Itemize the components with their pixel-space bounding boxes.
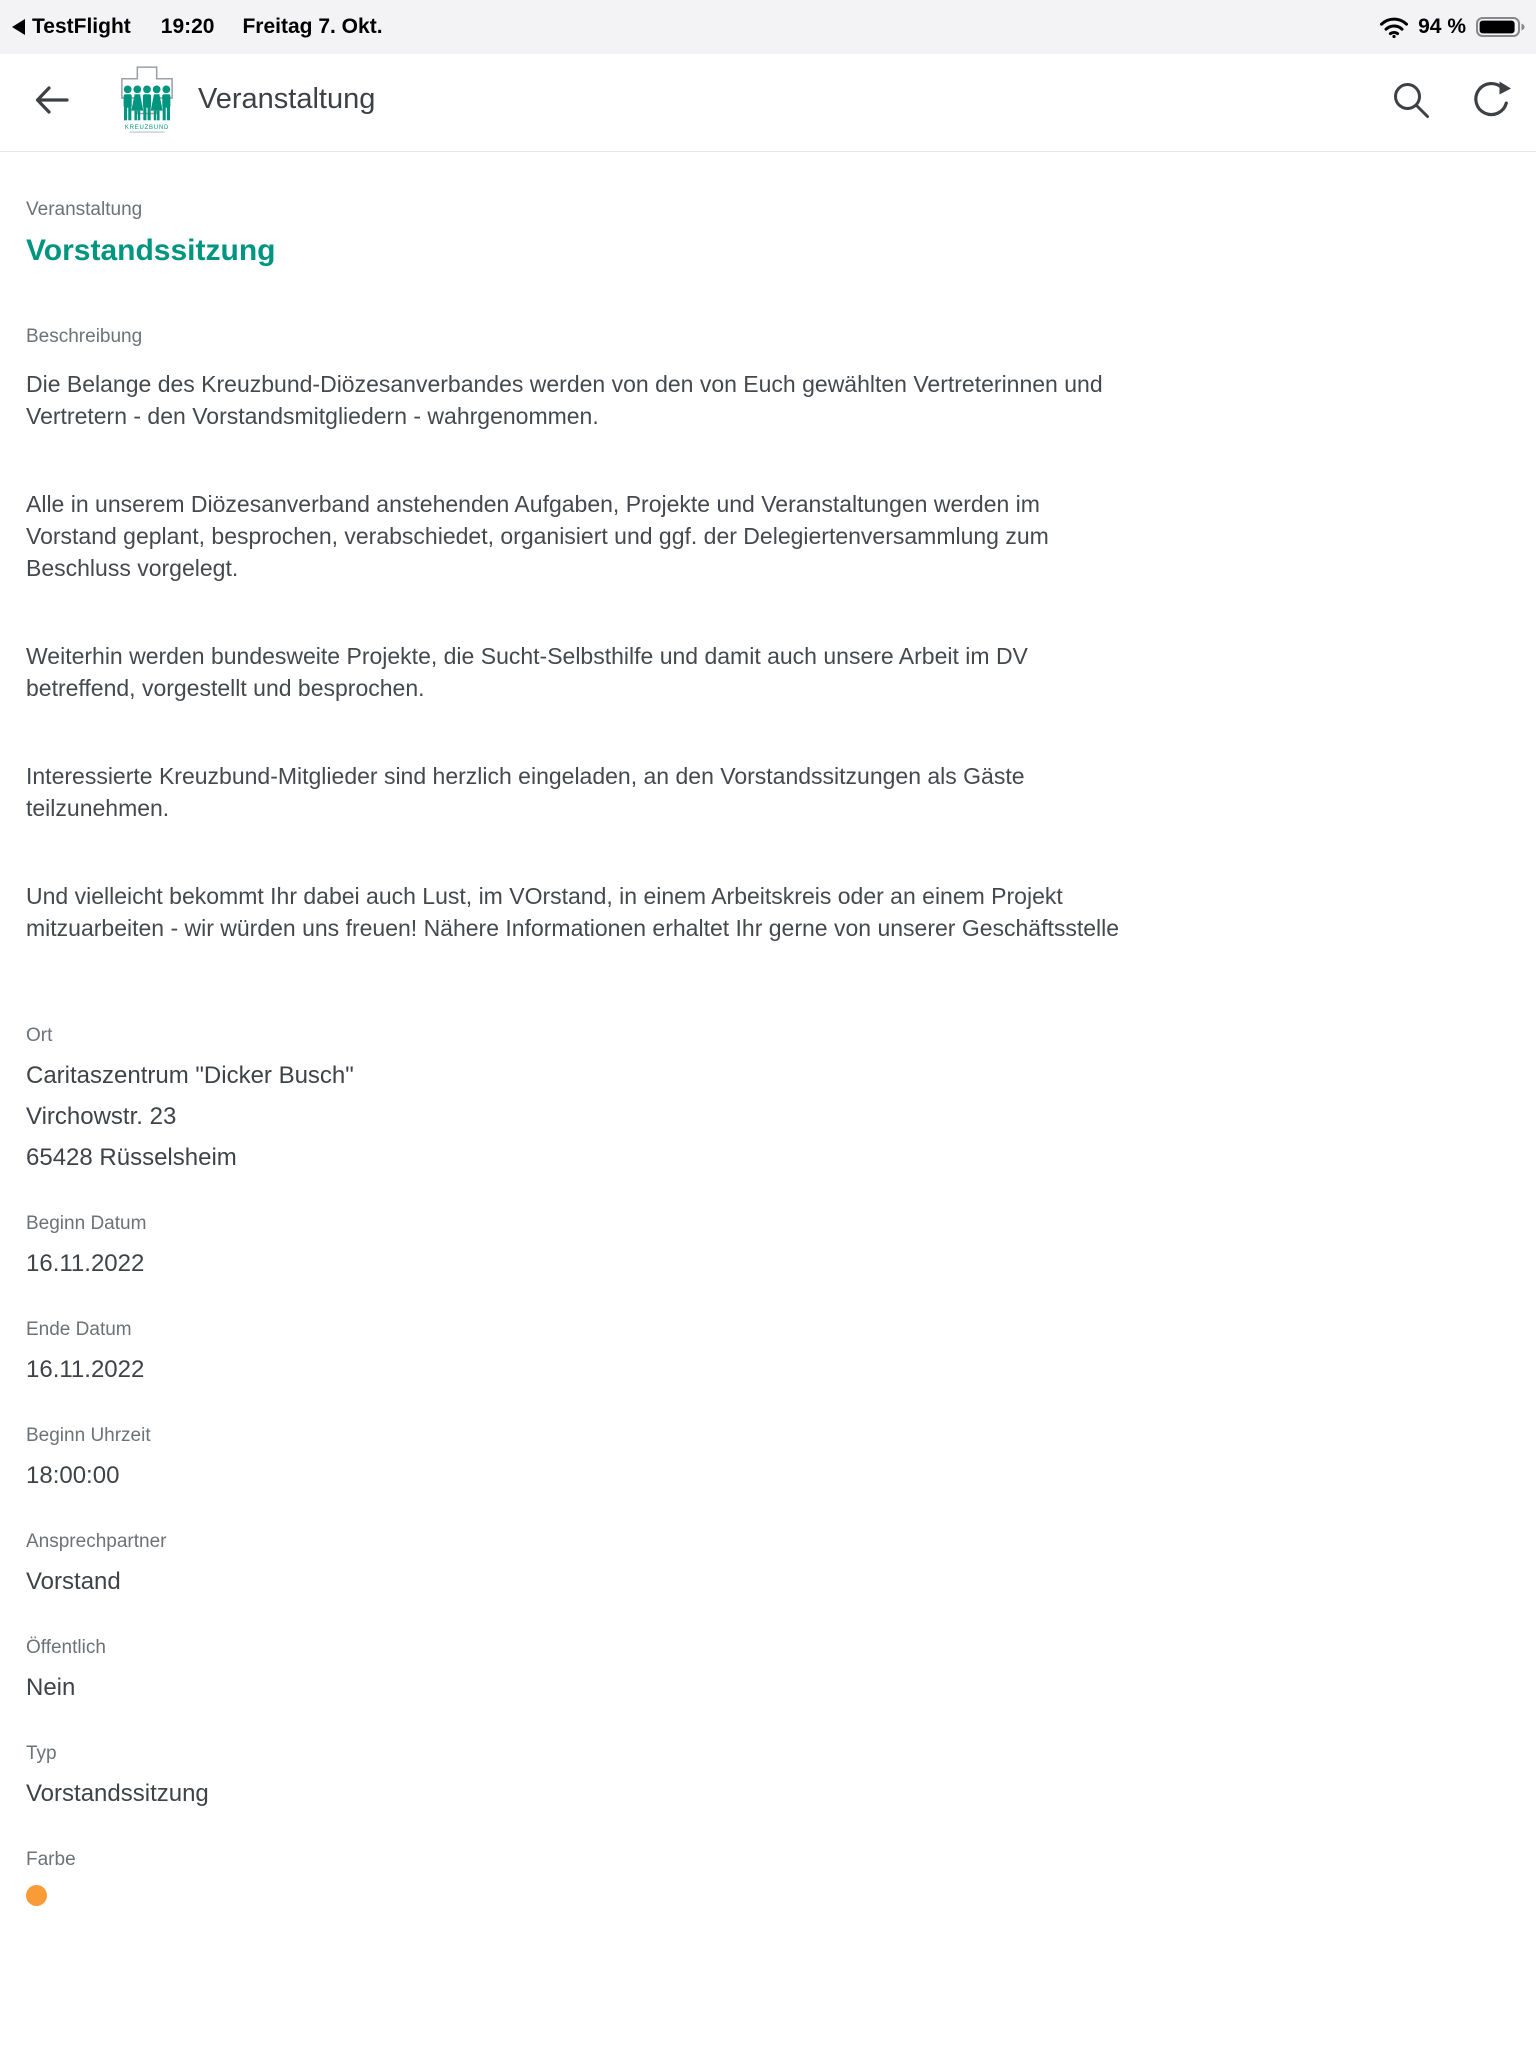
event-detail-page xyxy=(0,152,1536,1906)
field-value: Vorstandssitzung xyxy=(26,1780,209,1807)
field-ansprechpartner xyxy=(26,1530,1496,1602)
field-label: Typ xyxy=(26,1743,57,1764)
field-value: 16.11.2022 xyxy=(26,1250,145,1277)
category-label: Veranstaltung xyxy=(26,199,143,220)
kreuzbund-logo xyxy=(118,65,176,135)
field-label: Öffentlich xyxy=(26,1637,106,1658)
field-typ xyxy=(26,1742,1496,1814)
field-beginn-datum xyxy=(26,1212,1496,1284)
description-paragraph: Und vielleicht bekommt Ihr dabei auch Lust, im VOrstand, in einem Arbeitskreis oder an einem Projekt mitzuarbeiten - wir würden uns freuen! Nähere Informationen erhaltet Ihr gerne von unserer Geschäftsstelle xyxy=(26,883,1120,941)
field-value: 16.11.2022 xyxy=(26,1356,145,1383)
event-color-dot xyxy=(26,1885,47,1906)
description-label: Beschreibung xyxy=(26,326,143,347)
logo-caption: KREUZBUND xyxy=(124,124,170,131)
app-header xyxy=(0,54,1536,152)
battery-percentage: 94 % xyxy=(1418,15,1466,38)
field-label: Ort xyxy=(26,1025,53,1046)
back-to-app-triangle-icon xyxy=(12,19,25,35)
field-ende-datum xyxy=(26,1318,1496,1390)
status-bar xyxy=(0,0,1536,54)
field-value: Nein xyxy=(26,1674,76,1701)
description-text xyxy=(26,368,1131,944)
field-value: 18:00:00 xyxy=(26,1462,120,1489)
field-ort xyxy=(26,1024,1496,1178)
field-label: Beginn Datum xyxy=(26,1213,147,1234)
back-arrow-icon xyxy=(33,83,71,117)
page-title: Vorstandssitzung xyxy=(26,234,276,267)
refresh-button[interactable] xyxy=(1468,77,1514,123)
description-paragraph: Interessierte Kreuzbund-Mitglieder sind herzlich eingeladen, an den Vorstandssitzungen als Gäste teilzunehmen. xyxy=(26,763,1025,821)
description-paragraph: Alle in unserem Diözesanverband anstehenden Aufgaben, Projekte und Veranstaltungen werden im Vorstand geplant, besprochen, verabschiedet, organisiert und ggf. der Delegiertenversammlung zum Beschluss vorgelegt. xyxy=(26,491,1049,581)
field-label: Ende Datum xyxy=(26,1319,132,1340)
field-value: Caritaszentrum "Dicker Busch" Virchowstr. 23 65428 Rüsselsheim xyxy=(26,1062,354,1171)
back-to-app-label: TestFlight xyxy=(32,15,131,38)
back-button[interactable] xyxy=(30,78,74,122)
search-button[interactable] xyxy=(1388,77,1434,123)
field-label: Ansprechpartner xyxy=(26,1531,167,1552)
header-title: Veranstaltung xyxy=(198,83,376,115)
wifi-icon xyxy=(1379,16,1409,39)
status-date: Freitag 7. Okt. xyxy=(242,15,383,38)
description-paragraph: Weiterhin werden bundesweite Projekte, die Sucht-Selbsthilfe und damit auch unsere Arbeit im DV betreffend, vorgestellt und besprochen. xyxy=(26,643,1028,701)
field-farbe xyxy=(26,1848,1496,1906)
field-beginn-uhrzeit xyxy=(26,1424,1496,1496)
field-value: Vorstand xyxy=(26,1568,121,1595)
battery-icon xyxy=(1476,15,1526,39)
field-oeffentlich xyxy=(26,1636,1496,1708)
description-paragraph: Die Belange des Kreuzbund-Diözesanverbandes werden von den von Euch gewählten Vertreterinnen und Vertretern - den Vorstandsmitgliedern - wahrgenommen. xyxy=(26,371,1103,429)
field-label: Farbe xyxy=(26,1849,76,1870)
back-to-app-button[interactable] xyxy=(12,15,131,39)
refresh-icon xyxy=(1469,78,1513,122)
field-label: Beginn Uhrzeit xyxy=(26,1425,151,1446)
search-icon xyxy=(1390,79,1432,121)
status-time: 19:20 xyxy=(160,15,215,38)
